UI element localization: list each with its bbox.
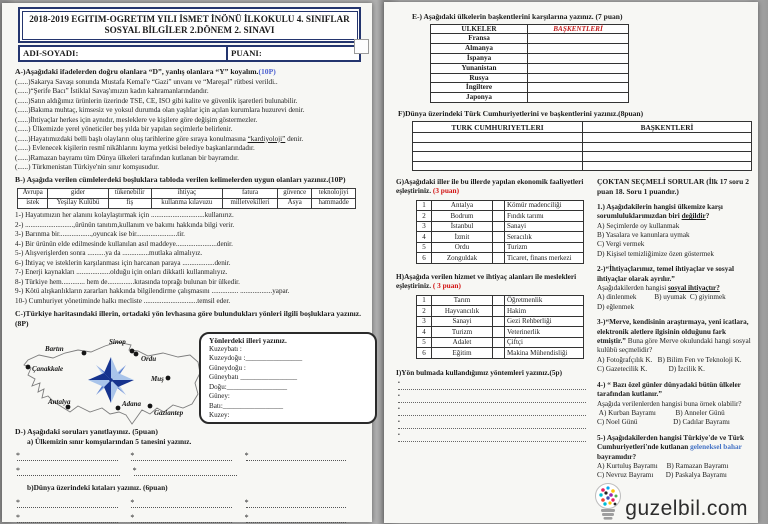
exam-page-right — [384, 2, 758, 523]
section-c-title: C-)Türkiye haritasındaki illerin, ortadaki yön levhasına göre bulundukları yönleri ilgili boşluklara yazınız.(8P) — [15, 308, 362, 329]
match-number: 2 — [417, 306, 432, 317]
word-bank-cell: istek — [18, 198, 48, 208]
table-row — [431, 34, 629, 44]
fill-blank-sentence-4[interactable]: 4-) Bir ürünün elde edilmesinde kullanılan asıl maddeye.......................denir. — [15, 239, 233, 248]
table-row — [431, 93, 629, 103]
direction-line-dogu[interactable]: Doğu:_________________ — [209, 382, 288, 391]
match-activity[interactable]: Seracılık — [505, 232, 584, 243]
direction-line-kuzey[interactable]: Kuzey: — [209, 410, 230, 419]
match-city[interactable]: Antalya — [432, 200, 493, 211]
corner-checkbox[interactable] — [354, 39, 369, 54]
city-dot — [134, 351, 139, 356]
map-city-label: Antalya — [48, 397, 71, 406]
answer-blank[interactable] — [131, 501, 232, 508]
country-cell: Almanya — [431, 44, 528, 54]
question-3-stem — [597, 318, 752, 355]
q4-options-line2[interactable]: C) Noel Günü D) Cadılar Bayramı — [597, 418, 730, 427]
table-row — [431, 44, 629, 54]
match-row — [417, 327, 584, 338]
match-write-cell[interactable] — [493, 211, 505, 222]
match-sector[interactable]: Tarım — [432, 295, 493, 306]
fill-blank-sentence-7[interactable]: 7-) Enerji kaynakları ...................olduğu için onları dikkatli kullanmalıyız. — [15, 268, 228, 277]
match-write-cell[interactable] — [493, 337, 505, 348]
q5-stem-end: bayramıdır? — [597, 452, 637, 461]
q2-sub-text: Aşağıdakilerden hangisi — [597, 284, 668, 293]
capitals-table — [430, 24, 629, 103]
match-write-cell[interactable] — [493, 327, 505, 338]
q1-stem-underlined: değildir — [681, 212, 706, 221]
match-row — [417, 221, 584, 232]
q3-options-line1[interactable]: A) Fotoğrafçılık K. B) Bilim Fen ve Teknoloji K. — [597, 355, 742, 364]
question-2-stem: 2-)“İhtiyaçlarımız, temel ihtiyaçlar ve sosyal ihtiyaçlar olarak ayrılır.” — [597, 265, 734, 283]
match-row — [417, 348, 584, 359]
section-d-b-label: b)Dünya üzerindeki kıtaları yazınız. (6puan) — [27, 483, 168, 493]
country-cell: Rusya — [431, 73, 528, 83]
word-bank-cell: milletvekilleri — [222, 198, 277, 208]
map-city-label: Muş — [151, 374, 164, 383]
answer-blank[interactable] — [246, 454, 347, 461]
q5-stem-text: 5-) Aşağıdakilerden hangisi Türkiye'de ve Türk Cumhuriyetleri'nde kutlanan — [597, 433, 744, 452]
q1-option-d[interactable]: D) Kişisel temizliğimize özen göstermek — [597, 249, 714, 258]
match-number: 6 — [417, 253, 432, 264]
capital-answer-cell[interactable] — [528, 44, 629, 54]
match-write-cell[interactable] — [493, 306, 505, 317]
match-sector[interactable]: Eğitim — [432, 348, 493, 359]
fill-blank-sentence-5[interactable]: 5-) Alışverişlerden sonra ..........ya da ...............mutlaka almalıyız. — [15, 249, 203, 258]
match-city[interactable]: İstanbul — [432, 221, 493, 232]
table-row — [431, 83, 629, 93]
answer-line[interactable] — [398, 397, 586, 403]
q1-option-a[interactable]: A) Seçimlerde oy kullanmak — [597, 221, 680, 230]
question-2 — [597, 265, 752, 312]
map-city-label: Çanakkale — [32, 364, 64, 373]
republic-answer-cell[interactable] — [413, 133, 583, 143]
q5-stem-highlight: geleneksel bahar — [690, 443, 742, 452]
section-a-title-text: A-)Aşağıdaki ifadelerden doğru olanlara “D”, yanlış olanlara “Y” koyalım. — [15, 67, 259, 76]
word-bank-cell: güvence — [278, 188, 312, 198]
tf-statement-3[interactable]: (......)Satın aldığımız ürünlerin üzerinde TSE, CE, ISO gibi kalite ve güvenlik işaretleri bulunabilir. — [15, 96, 298, 105]
capital-answer-cell[interactable] — [528, 93, 629, 103]
match-profession[interactable]: Veterinerlik — [505, 327, 584, 338]
question-2-subquestion — [597, 284, 752, 293]
answer-blank[interactable] — [134, 469, 237, 476]
section-h-title-text: H)Aşağıda verilen hizmet ve ihtiyaç alanları ile meslekleri eşleştiriniz. — [396, 271, 577, 291]
multiple-choice-header: ÇOKTAN SEÇMELİ SORULAR (İlk 17 soru 2 puan 18. Soru 1 puandır.) — [597, 177, 749, 196]
country-cell: Japonya — [431, 93, 528, 103]
section-a-points: (10P) — [258, 67, 276, 76]
continents-blank-row — [17, 516, 360, 523]
match-city[interactable]: Bodrum — [432, 211, 493, 222]
section-g-points: (3 puan) — [432, 186, 460, 196]
section-g-title-text: G)Aşağıdaki iller ile bu illerde yapılan ekonomik faaliyetleri eşleştiriniz. — [396, 177, 584, 196]
match-row — [417, 253, 584, 264]
fill-blank-sentence-1[interactable]: 1-) Hayatımızın her alanını kolaylaştırmak için ..............................kullanırız. — [15, 211, 234, 220]
word-bank-row — [18, 188, 356, 198]
match-sector[interactable]: Turizm — [432, 327, 493, 338]
exam-title-line2: SOSYAL BİLGİLER 2.DÖNEM 2. SINAVI — [104, 25, 275, 35]
direction-line-kuzeydogu[interactable]: Kuzeydoğu :________________ — [209, 354, 303, 363]
word-bank-cell: tükenebilir — [108, 188, 151, 198]
table-row — [413, 161, 752, 171]
question-4-subquestion: Aşağıda verilenlerden hangisi buna örnek olabilir? — [597, 399, 742, 408]
capitals-col1-header: ULKELER — [431, 24, 528, 34]
match-number: 5 — [417, 242, 432, 253]
fill-blank-sentence-9[interactable]: 9-) Kötü alışkanlıkların zararları hakkında bilgilendirme çalışmasını ............... ..................yapar. — [15, 287, 290, 296]
fill-blank-sentence-10[interactable]: 10-) Cumhuriyet yönetiminde halkı mecliste ..............................temsil eder. — [15, 297, 231, 306]
word-bank-cell: Yeşilay Kulübü — [48, 198, 108, 208]
city-dot — [82, 350, 87, 355]
answer-blank[interactable] — [17, 469, 120, 476]
word-bank-cell: gider — [48, 188, 108, 198]
answer-blank[interactable] — [131, 516, 232, 523]
guzelbil-logo-text: guzelbil.com — [625, 497, 748, 520]
section-f-title: F)Dünya üzerindeki Türk Cumhuriyetlerini ve başkentlerini yazınız.(8puan) — [398, 108, 644, 118]
q1-stem-text: 1.) Aşağıdakilerin hangisi ülkemize karşı sorumluluklarımızdan biri — [597, 202, 723, 221]
match-number: 6 — [417, 348, 432, 359]
match-write-cell[interactable] — [493, 295, 505, 306]
tf-statement-7-pre: (......)Hayatımızdaki belli başlı olayların oluş tarihlerine göre sıraya konulmasına — [15, 134, 248, 143]
word-bank-cell: kullanma kılavuzu — [151, 198, 222, 208]
city-dot — [166, 375, 171, 380]
turkey-map-block — [15, 331, 366, 426]
q3-stem-question: Buna göre Merve okulundaki hangi sosyal kulübü seçmelidir? — [597, 337, 751, 355]
table-row — [431, 73, 629, 83]
compass-rose-icon — [88, 357, 134, 403]
match-row — [417, 295, 584, 306]
match-row — [417, 232, 584, 243]
tf-statement-10[interactable]: (......) Türkmenistan Türkiye'nin sınır komşusudur. — [15, 163, 160, 171]
lightbulb-icon — [591, 482, 625, 522]
match-write-cell[interactable] — [493, 221, 505, 232]
match-sector[interactable]: Hayvancılık — [432, 306, 493, 317]
capital-answer-cell[interactable] — [528, 34, 629, 44]
answer-blank[interactable] — [131, 454, 232, 461]
exam-header-box — [18, 7, 361, 43]
direction-line-bati[interactable]: Batı:_________________ — [209, 401, 284, 410]
question-4 — [597, 381, 752, 428]
match-row — [417, 200, 584, 211]
middle-column — [394, 177, 592, 481]
tf-statement-1[interactable]: (......)Sakarya Savaşı sonunda Mustafa Kemal'e “Gazi” unvanı ve “Mareşal” rütbesi verildi.. — [15, 77, 278, 86]
section-d-title: D-) Aşağıdaki soruları yanıtlayınız. (5puan) — [15, 426, 158, 436]
section-e — [412, 12, 752, 103]
word-bank-cell: hammadde — [312, 198, 356, 208]
capitals-col2-header: BAŞKENTLERİ — [528, 24, 629, 34]
capital-answer-cell[interactable] — [582, 142, 751, 152]
map-city-label: Bartın — [45, 344, 64, 353]
fill-blank-sentence-8[interactable]: 8-) Türkiye hem............. hem de...............kıtasında toprağı bulunan bir ülkedir. — [15, 277, 240, 286]
answer-blank[interactable] — [246, 501, 347, 508]
match-number: 1 — [417, 295, 432, 306]
score-field[interactable] — [228, 47, 359, 60]
tf-statement-5[interactable]: (......)İhtiyaçlar herkes için aynıdır, mesleklere ve kişilere göre değişim göstermezler. — [15, 115, 258, 124]
tf-statement-6[interactable]: (......) Ülkemizde yerel yöneticiler beş yılda bir yapılan seçimlerle belirlenir. — [15, 125, 233, 133]
match-activity[interactable]: Ticaret, finans merkezi — [505, 253, 584, 264]
word-bank-cell: fatura — [222, 188, 277, 198]
student-info-row — [18, 45, 361, 62]
match-sector[interactable]: Sanayi — [432, 316, 493, 327]
city-dot — [148, 403, 153, 408]
city-dot — [26, 364, 31, 369]
fill-blank-sentence-2[interactable]: 2-) ...........................,ürünün tanıtım,kullanım ve bakımı hakkında bilgi verir. — [15, 220, 235, 229]
direction-line-kuzeybati[interactable]: Kuzeybatı : — [209, 345, 242, 354]
guzelbil-watermark — [591, 482, 748, 522]
map-city-label: Sinop — [109, 337, 126, 346]
country-cell: Fransa — [431, 34, 528, 44]
table-row — [431, 63, 629, 73]
city-economy-match-table — [416, 200, 584, 264]
q3-options-line2[interactable]: C) Gazetecilik K. D) İzcilik K. — [597, 365, 705, 374]
answer-blank[interactable] — [17, 516, 118, 523]
directions-answer-box — [199, 332, 377, 424]
turk-republics-table — [412, 121, 752, 171]
match-city[interactable]: Ordu — [432, 242, 493, 253]
match-number: 4 — [417, 232, 432, 243]
match-profession[interactable]: Makina Mühendisliği — [505, 348, 584, 359]
match-row — [417, 337, 584, 348]
capital-answer-cell[interactable] — [582, 133, 751, 143]
q4-options-line1[interactable]: A) Kurban Bayramı B) Anneler Günü — [597, 408, 725, 417]
neighbors-blank-row — [17, 469, 360, 476]
match-activity[interactable]: Turizm — [505, 242, 584, 253]
match-number: 5 — [417, 337, 432, 348]
city-dot — [116, 405, 121, 410]
tf-statement-8[interactable]: (......) Evlenecek kişilerin resmî nikâhlarını kıyma yetkisi belediye başkanlarındadır. — [15, 144, 255, 152]
table-header-row — [413, 122, 752, 133]
match-row — [417, 316, 584, 327]
capital-answer-cell[interactable] — [582, 152, 751, 162]
match-activity[interactable]: Sanayi — [505, 221, 584, 232]
answer-line[interactable] — [398, 410, 586, 416]
question-5-stem — [597, 434, 752, 462]
republic-answer-cell[interactable] — [413, 161, 583, 171]
answer-line[interactable] — [398, 436, 586, 442]
capital-answer-cell[interactable] — [528, 83, 629, 93]
direction-line-guneybati[interactable]: Güneybatı ________________ — [209, 373, 298, 382]
section-g-title — [396, 177, 592, 196]
q3-stem-quote: 3-)“Merve, kendisinin araştırmaya, yeni icatlara, elektronik aletlere ilgisinin olduğunu fark etmiştir.” — [597, 318, 749, 346]
map-city-label: Adana — [122, 399, 142, 408]
match-row — [417, 211, 584, 222]
answer-blank[interactable] — [246, 516, 347, 523]
match-city[interactable]: İzmit — [432, 232, 493, 243]
question-1-stem — [597, 203, 752, 222]
match-profession[interactable]: Çiftçi — [505, 337, 584, 348]
answer-blank[interactable] — [17, 501, 118, 508]
question-3 — [597, 318, 752, 374]
match-write-cell[interactable] — [493, 316, 505, 327]
tf-statement-7-underlined: “kardiyoloji” — [247, 134, 286, 143]
match-number: 3 — [417, 316, 432, 327]
name-field[interactable] — [20, 47, 228, 60]
country-cell: İspanya — [431, 53, 528, 63]
capital-answer-cell[interactable] — [528, 73, 629, 83]
match-row — [417, 242, 584, 253]
capital-answer-cell[interactable] — [528, 63, 629, 73]
directions-box-title: Yönlerdeki illeri yazınız. — [209, 335, 287, 345]
section-h-title — [396, 272, 592, 291]
republic-answer-cell[interactable] — [413, 152, 583, 162]
word-bank-cell: teknolojiyi — [312, 188, 356, 198]
score-label: PUANI: — [231, 48, 262, 58]
capitals-col-header: BAŞKENTLERİ — [582, 122, 751, 133]
exam-header-inner — [22, 11, 358, 40]
capital-answer-cell[interactable] — [582, 161, 751, 171]
q2-options-line2[interactable]: D) eğlenmek — [597, 302, 635, 311]
match-write-cell[interactable] — [493, 200, 505, 211]
match-activity[interactable]: Kömür madenciliği — [505, 200, 584, 211]
name-label: ADI-SOYADI: — [23, 48, 79, 58]
match-write-cell[interactable] — [493, 253, 505, 264]
table-row — [431, 53, 629, 63]
word-bank-cell: Asya — [278, 198, 312, 208]
section-i-title: I)Yön bulmada kullandığımız yöntemleri yazınız.(5p) — [396, 367, 563, 377]
fill-blank-sentence-6[interactable]: 6-) İhtiyaç ve isteklerin karşılanması için harcanan paraya ..................denir. — [15, 258, 231, 267]
table-row — [413, 142, 752, 152]
tf-statement-9[interactable]: (......)Ramazan bayramı tüm Dünya ülkeleri tarafından kutlanan bir bayramdır. — [15, 153, 239, 162]
tf-statement-7[interactable] — [15, 135, 366, 145]
match-number: 3 — [417, 221, 432, 232]
capital-answer-cell[interactable] — [528, 53, 629, 63]
country-cell: İngiltere — [431, 83, 528, 93]
capitals-header-row — [431, 24, 629, 34]
exam-page-left — [2, 3, 372, 522]
match-number: 2 — [417, 211, 432, 222]
table-row — [413, 133, 752, 143]
q5-options-line2[interactable]: C) Nevruz Bayramı D) Paskalya Bayramı — [597, 471, 727, 480]
match-write-cell[interactable] — [493, 232, 505, 243]
section-a-title — [15, 67, 366, 78]
match-city[interactable]: Zonguldak — [432, 253, 493, 264]
multiple-choice-column — [592, 177, 752, 481]
match-profession[interactable]: Gezi Rehberliği — [505, 316, 584, 327]
tf-statement-7-post: denir. — [285, 134, 304, 143]
table-row — [413, 152, 752, 162]
fill-blank-sentence-3[interactable]: 3-) Barınma bir..................,oyuncak ise bir.......................tir. — [15, 230, 185, 239]
word-bank-cell: fiş — [108, 198, 151, 208]
q5-options-line1[interactable]: A) Kurtuluş Bayramı B) Ramazan Bayramı — [597, 462, 729, 470]
answer-line[interactable] — [398, 384, 586, 390]
match-profession[interactable]: Hakim — [505, 306, 584, 317]
direction-line-guneydogu[interactable]: Güneydoğu : — [209, 363, 246, 372]
question-1 — [597, 203, 752, 259]
right-page-columns — [394, 177, 752, 481]
section-b-title: B-) Aşağıda verilen cümlelerdeki boşluklara tabloda verilen kelimelerden uygun olanları yazınız.(10P) — [15, 174, 346, 184]
word-bank-row — [18, 198, 356, 208]
q2-options-line1[interactable]: A) dinlenmek B) uyumak C) giyinmek — [597, 293, 726, 302]
word-bank-table — [17, 188, 356, 210]
section-e-title: E-) Aşağıdaki ülkelerin başkentlerini karşılarına yazınız. (7 puan) — [412, 12, 623, 21]
sector-profession-match-table — [416, 295, 584, 359]
match-number: 4 — [417, 327, 432, 338]
exam-title-line1: 2018-2019 EGITIM-OGRETIM YILI İSMET İNÖNÜ İLKOKULU 4. SINIFLAR — [29, 13, 350, 24]
neighbors-blank-row — [17, 454, 360, 461]
match-number: 1 — [417, 200, 432, 211]
q1-stem-end: ? — [705, 212, 710, 221]
question-4-stem: 4-) “ Bazı özel günler dünyadaki bütün ülkeler tarafından kutlanır.” — [597, 380, 741, 399]
map-city-label: Gaziantep — [154, 408, 184, 417]
section-f — [398, 109, 752, 171]
answer-blank[interactable] — [17, 454, 118, 461]
section-h-points: ( 3 puan) — [432, 281, 461, 291]
section-d-a-label: a) Ülkemizin sınır komşularından 5 tanesini yazınız. — [27, 436, 192, 446]
q1-option-b[interactable]: B) Yasalara ve kanunlara uymak — [597, 230, 690, 239]
question-5 — [597, 434, 752, 481]
republic-answer-cell[interactable] — [413, 142, 583, 152]
answer-line[interactable] — [398, 423, 586, 429]
match-write-cell[interactable] — [493, 348, 505, 359]
republics-col-header: TURK CUMHURIYETLERI — [413, 122, 583, 133]
word-bank-cell: ihtiyaç — [151, 188, 222, 198]
word-bank-cell: Avrupa — [18, 188, 48, 198]
match-write-cell[interactable] — [493, 242, 505, 253]
q1-option-c[interactable]: C) Vergi vermek — [597, 240, 645, 249]
tf-statement-2[interactable]: (......)“Şerife Bacı” İstiklal Savaş'ımızın kadın kahramanlarındandır. — [15, 87, 209, 95]
continents-blank-row — [17, 501, 360, 508]
map-city-label: Ordu — [141, 354, 157, 363]
q2-sub-underlined: sosyal ihtiyaçtır? — [668, 284, 720, 293]
match-profession[interactable]: Öğretmenlik — [505, 295, 584, 306]
match-sector[interactable]: Adalet — [432, 337, 493, 348]
country-cell: Yunanistan — [431, 63, 528, 73]
city-dot — [130, 348, 135, 353]
direction-line-guney[interactable]: Güney: — [209, 392, 230, 401]
match-row — [417, 306, 584, 317]
tf-statement-4[interactable]: (......)Bakıma muhtaç, kimsesiz ve yoksul durumda olan yaşlılar için açılan kurumlara huzurevi denir. — [15, 106, 305, 114]
match-activity[interactable]: Fındık tarımı — [505, 211, 584, 222]
